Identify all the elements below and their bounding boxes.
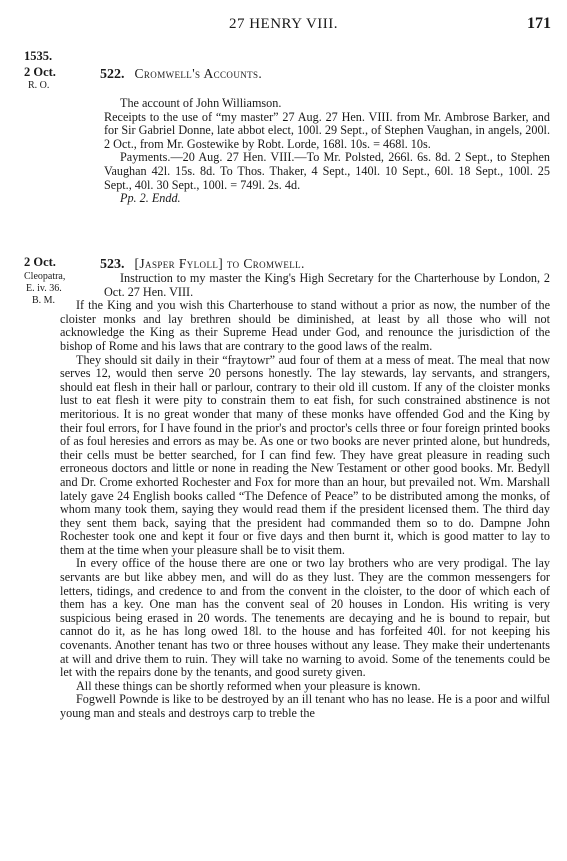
entry-523-source-1: Cleopatra, [24,271,66,282]
entry-523-date: 2 Oct. [24,255,56,269]
entry-522-para-1: The account of John Williamson. [120,96,282,110]
entry-522-margin [24,66,94,92]
entry-523-para-2: If the King and you wish this Charterhouse to stand without a prior as now, the number of the cloister monks and lay brethren should be diminished, at least by all those who will not acknowledge the King as their Supreme Head under God, and renounce the jurisdiction of the bishop of Rome and his laws that are contrary to the good laws of the realm. [60,298,550,353]
entry-522-date: 2 Oct. [24,65,56,79]
entry-523-source-2: E. iv. 36. [26,283,62,294]
entry-523-para-1: Instruction to my master the King's High Secretary for the Charterhouse by London, 2 Oct. 27 Hen. VIII. [104,271,550,299]
running-title: 27 HENRY VIII. [228,16,339,32]
entry-523-para-5: All these things can be shortly reformed when your pleasure is known. [76,678,421,693]
entry-523-body [60,272,550,721]
entry-523-title: [Jasper Fyloll] to Cromwell. [134,256,305,271]
entry-523-source-3: B. M. [32,295,56,306]
running-head [0,14,567,36]
entry-522-number: 522. [100,67,125,82]
entry-522-title: Cromwell's Accounts. [134,66,263,81]
entry-523-para-4: In every office of the house there are one or two lay brothers who are very prodigal. The lay servants are but like abbey men, and will do as they lust. They are the common messengers for letters, tidings, and credence to and from the convent in the cloister, to the door of which each of them has a key. One man has the convent seal of 20 houses in London. His writing is very suspicious being erased in 20 words. The tenements are decaying and he is bound to repair, but cannot do it, as he has long owed 18l. to the house and has forfeited 40l. for not keeping his covenants. Another tenant has two or three houses without any lease. They make their undertenants at will and drive them to ruin. They will take no warning to avoid. Some of the tenements could be let with the repairs done by the tenants, and good surety given. [60,556,550,680]
entry-523-number: 523. [100,257,125,272]
entry-522-source: R. O. [28,80,50,91]
entry-522-para-4: Pp. 2. Endd. [120,191,181,206]
entry-522-heading [100,66,262,83]
entry-522-body [104,97,550,206]
entry-522-para-2: Receipts to the use of “my master” 27 Aug. 27 Hen. VIII. from Mr. Ambrose Barker, and for Sir Gabriel Donne, late abbot elect, 100l. 29 Sept., of Stephen Vaughan, in angels, 200l. 2 Oct., from Mr. Gostewike by Robt. Lorde, 168l. 10s. = 468l. 10s. [104,109,550,151]
year-marker: 1535. [24,49,53,63]
page-number: 171 [527,15,551,32]
entry-523-para-6: Fogwell Pownde is like to be destroyed by an ill tenant who has no lease. He is a poor and wilful young man and steals and destroys carp to treble the [60,692,550,720]
entry-522-para-3: Payments.—20 Aug. 27 Hen. VIII.—To Mr. Polsted, 266l. 6s. 8d. 2 Sept., to Stephen Vaughan 42l. 15s. 8d. To Thos. Thaker, 4 Sept., 140l. 10 Sept., 60l. 18 Sept., 100l. 25 Sept., 40l. 30 Sept., 100l. = 749l. 2s. 4d. [104,150,550,192]
entry-523-para-3: They should sit daily in their “fraytowr” aud four of them at a mess of meat. The meal that now serves 12, would then serve 20 persons honestly. The lay stewards, lay servants, and strangers, should eat flesh in their hall or parlour, contrary to their old ill custom. If any of the cloister monks lust to eat flesh it were pity to constrain them to eat fish, for such constrained abstinence is not meritorious. It is no great wonder that many of these monks have offended God and the King by their foul errors, for I have found in the prior's and proctor's cells three or four foreign printed books of as foul heresies and errors as may be. As one or two books are never printed alone, but hundreds, their cells must be better searched, for I can find few. They have great pleasure in reading such erroneous doctors and little or none in reading the New Testament or other good books. Mr. Bedyll and Dr. Crome exhorted Rochester and Fox for more than an hour, but prevailed not. Wm. Marshall lately gave 24 English books called “The Defence of Peace” to be distributed among the monks, of whom many took them, saying they would read them if the president licensed them. The third day they sent them back, saying that the president had commanded them so to do. Dampne John Rochester took one and kept it four or five days and then burnt it, which is good matter to lay to them at the time when your pleasure shall be to visit them. [60,352,550,557]
